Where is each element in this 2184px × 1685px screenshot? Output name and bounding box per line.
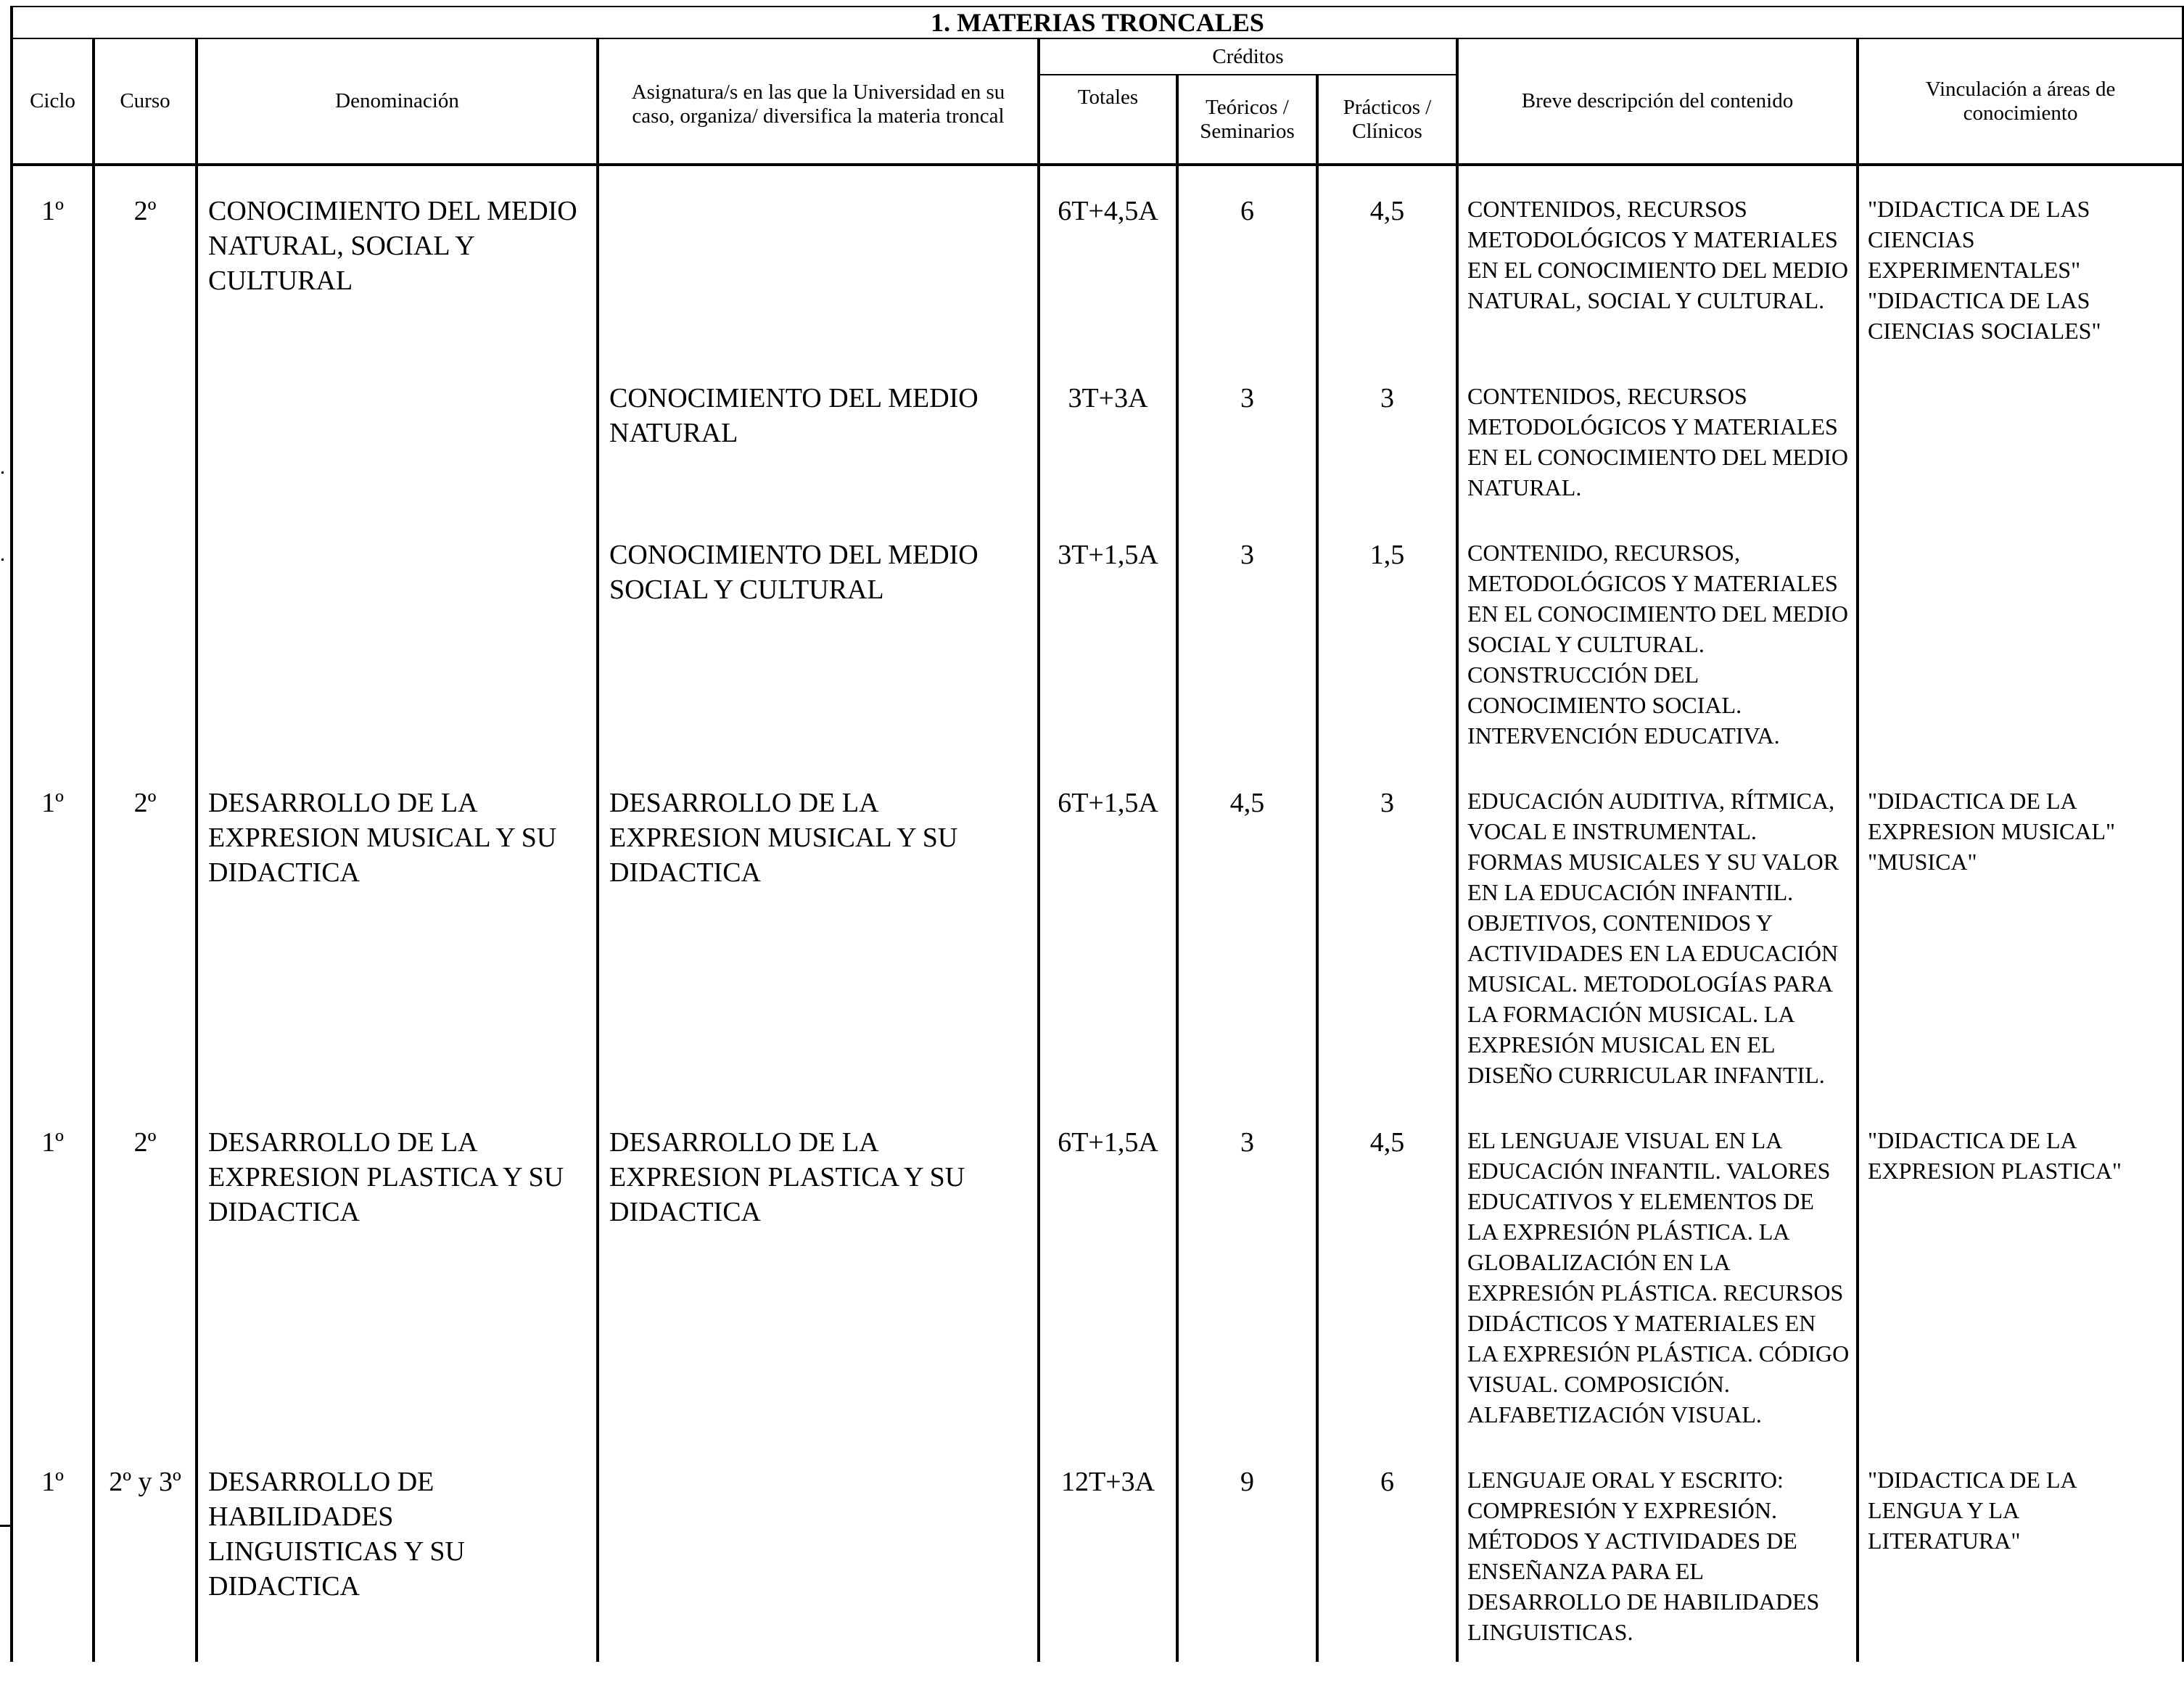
header-asignatura: Asignatura/s en las que la Universidad en su caso, organiza/ diversifica la materia troncal [598,38,1039,165]
cell-vinculacion: "DIDACTICA DE LAS CIENCIAS EXPERIMENTALES" "DIDACTICA DE LAS CIENCIAS SOCIALES" [1858,173,2183,361]
cell-vinculacion: "DIDACTICA DE LA LENGUA Y LA LITERATURA" [1858,1444,2183,1662]
cell-vinculacion: "DIDACTICA DE LA EXPRESION MUSICAL" "MUSICA" [1858,765,2183,1105]
cell-practicos: 4,5 [1317,1105,1457,1444]
cell-descripcion: EDUCACIÓN AUDITIVA, RÍTMICA, VOCAL E INSTRUMENTAL. FORMAS MUSICALES Y SU VALOR EN LA EDUCACIÓN INFANTIL. OBJETIVOS, CONTENIDOS Y ACTIVIDADES EN LA EDUCACIÓN MUSICAL. METODOLOGÍAS PARA LA FORMACIÓN MUSICAL. LA EXPRESIÓN MUSICAL EN EL DISEÑO CURRICULAR INFANTIL. [1457,765,1858,1105]
cell-ciclo: 1º [12,765,94,1105]
header-totales: Totales [1039,75,1177,165]
table-body [12,165,2183,1662]
cell-vinculacion: "DIDACTICA DE LA EXPRESION PLASTICA" [1858,1105,2183,1444]
cell-denominacion [197,361,598,517]
header-curso: Curso [94,38,197,165]
cell-descripcion: CONTENIDOS, RECURSOS METODOLÓGICOS Y MATERIALES EN EL CONOCIMIENTO DEL MEDIO NATURAL, SOCIAL Y CULTURAL. [1457,173,1858,361]
cell-denominacion: DESARROLLO DE LA EXPRESION MUSICAL Y SU DIDACTICA [197,765,598,1105]
cell-asignatura [598,1444,1039,1662]
cell-practicos: 3 [1317,361,1457,517]
cell-descripcion: EL LENGUAJE VISUAL EN LA EDUCACIÓN INFANTIL. VALORES EDUCATIVOS Y ELEMENTOS DE LA EXPRESIÓN PLÁSTICA. LA GLOBALIZACIÓN EN LA EXPRESIÓN PLÁSTICA. RECURSOS DIDÁCTICOS Y MATERIALES EN LA EXPRESIÓN PLÁSTICA. CÓDIGO VISUAL. COMPOSICIÓN. ALFABETIZACIÓN VISUAL. [1457,1105,1858,1444]
cell-ciclo: 1º [12,173,94,361]
cell-denominacion: CONOCIMIENTO DEL MEDIO NATURAL, SOCIAL Y CULTURAL [197,173,598,361]
cell-practicos: 3 [1317,765,1457,1105]
cell-totales: 12T+3A [1039,1444,1177,1662]
cell-curso: 2º [94,173,197,361]
cell-totales: 3T+3A [1039,361,1177,517]
cell-totales: 6T+4,5A [1039,173,1177,361]
cell-vinculacion [1858,361,2183,517]
cell-ciclo [12,361,94,517]
cell-totales: 3T+1,5A [1039,517,1177,765]
header-teoricos: Teóricos / Seminarios [1177,75,1317,165]
table-row [12,1105,2183,1444]
table-row [12,517,2183,765]
cell-ciclo [12,517,94,765]
cell-teoricos: 9 [1177,1444,1317,1662]
cell-practicos: 4,5 [1317,173,1457,361]
cell-curso: 2º [94,1105,197,1444]
cell-asignatura: DESARROLLO DE LA EXPRESION PLASTICA Y SU DIDACTICA [598,1105,1039,1444]
margin-mark [1,471,4,474]
cell-descripcion: LENGUAJE ORAL Y ESCRITO: COMPRESIÓN Y EXPRESIÓN. MÉTODOS Y ACTIVIDADES DE ENSEÑANZA PARA EL DESARROLLO DE HABILIDADES LINGUISTICAS. [1457,1444,1858,1662]
table-row [12,173,2183,361]
cell-totales: 6T+1,5A [1039,765,1177,1105]
cell-totales: 6T+1,5A [1039,1105,1177,1444]
cell-descripcion: CONTENIDOS, RECURSOS METODOLÓGICOS Y MATERIALES EN EL CONOCIMIENTO DEL MEDIO NATURAL. [1457,361,1858,517]
cell-teoricos: 4,5 [1177,765,1317,1105]
materias-troncales-table [10,6,2184,1662]
cell-asignatura: CONOCIMIENTO DEL MEDIO NATURAL [598,361,1039,517]
cell-denominacion: DESARROLLO DE HABILIDADES LINGUISTICAS Y SU DIDACTICA [197,1444,598,1662]
cell-curso: 2º [94,765,197,1105]
cell-teoricos: 3 [1177,1105,1317,1444]
cell-teoricos: 6 [1177,173,1317,361]
cell-curso [94,361,197,517]
cell-ciclo: 1º [12,1444,94,1662]
cell-denominacion [197,517,598,765]
cell-denominacion: DESARROLLO DE LA EXPRESION PLASTICA Y SU DIDACTICA [197,1105,598,1444]
table-row [12,1444,2183,1662]
table-header [12,7,2183,165]
cell-practicos: 6 [1317,1444,1457,1662]
cell-descripcion: CONTENIDO, RECURSOS, METODOLÓGICOS Y MATERIALES EN EL CONOCIMIENTO DEL MEDIO SOCIAL Y CULTURAL. CONSTRUCCIÓN DEL CONOCIMIENTO SOCIAL. INTERVENCIÓN EDUCATIVA. [1457,517,1858,765]
table-row [12,361,2183,517]
header-descripcion: Breve descripción del contenido [1457,38,1858,165]
header-ciclo: Ciclo [12,38,94,165]
cell-asignatura [598,173,1039,361]
cell-teoricos: 3 [1177,517,1317,765]
cell-practicos: 1,5 [1317,517,1457,765]
margin-mark [1,559,4,561]
header-vinculacion: Vinculación a áreas de conocimiento [1858,38,2183,165]
cell-curso [94,517,197,765]
cell-asignatura: DESARROLLO DE LA EXPRESION MUSICAL Y SU DIDACTICA [598,765,1039,1105]
header-practicos: Prácticos / Clínicos [1317,75,1457,165]
header-denominacion: Denominación [197,38,598,165]
margin-mark [0,1525,10,1527]
table-row [12,765,2183,1105]
cell-ciclo: 1º [12,1105,94,1444]
cell-curso: 2º y 3º [94,1444,197,1662]
cell-teoricos: 3 [1177,361,1317,517]
header-creditos: Créditos [1039,38,1457,75]
cell-vinculacion [1858,517,2183,765]
cell-asignatura: CONOCIMIENTO DEL MEDIO SOCIAL Y CULTURAL [598,517,1039,765]
table-title: 1. MATERIAS TRONCALES [12,7,2183,38]
